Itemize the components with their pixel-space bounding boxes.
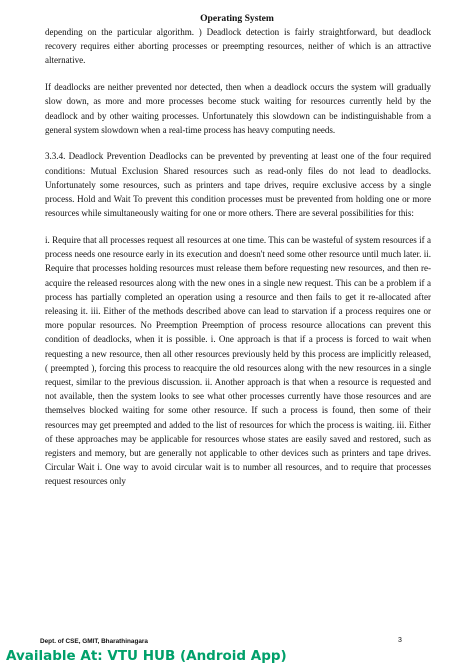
page-header-title: Operating System: [200, 13, 274, 24]
paragraph-deadlock-ignore: If deadlocks are neither prevented nor detected, then when a deadlock occurs the system will gradually slow down, as more and more processes become stuck waiting for resources currently held by the deadlock and by other waiting processes. Unfortunately this slowdown can be indistinguishable from a general system slowdown when a real-time process has heavy computing needs.: [45, 82, 431, 135]
footer-department: Dept. of CSE, GMIT, Bharathinagara: [40, 638, 148, 645]
footer-page-number: 3: [398, 637, 402, 644]
paragraph-deadlock-recovery: depending on the particular algorithm. ) Deadlock detection is fairly straightforward, but deadlock recovery requires either aborting processes or preempting resources, neither of which is an attractive alternative.: [45, 27, 431, 66]
paragraph-deadlock-prevention: 3.3.4. Deadlock Prevention Deadlocks can be prevented by preventing at least one of the four required conditions: Mutual Exclusion Shared resources such as read-only files do not lead to deadlocks. Unfortunately some resources, such as printers and tape drives, require exclusive access by a single process. Hold and Wait To prevent this condition processes must be prevented from holding one or more resources while simultaneously waiting for one or more others. There are several possibilities for this:: [45, 151, 431, 219]
app-availability-banner: Available At: VTU HUB (Android App): [6, 648, 287, 664]
document-body: [45, 25, 431, 501]
paragraph-prevention-methods: i. Require that all processes request all resources at one time. This can be wasteful of system resources if a process needs one resource early in its execution and doesn't need some other resource until much later. ii. Require that processes holding resources must release them before requesting new resources, and then re-acquire the released resources along with the new ones in a single new request. This can be a problem if a process has partially completed an operation using a resource and then fails to get it re-allocated after releasing it. iii. Either of the methods described above can lead to starvation if a process requires one or more popular resources. No Preemption Preemption of process resource allocations can prevent this condition of deadlocks, when it is possible. i. One approach is that if a process is forced to wait when requesting a new resource, then all other resources previously held by this process are implicitly released, ( preempted ), forcing this process to reacquire the old resources along with the new resources in a single request, similar to the previous discussion. ii. Another approach is that when a resource is requested and not available, then the system looks to see what other processes currently have those resources and are themselves blocked waiting for some other resource. If such a process is found, then some of their resources may get preempted and added to the list of resources for which the process is waiting. iii. Either of these approaches may be applicable for resources whose states are easily saved and restored, such as registers and memory, but are generally not applicable to other devices such as printers and tape drives. Circular Wait i. One way to avoid circular wait is to number all resources, and to require that processes request resources only: [45, 234, 431, 487]
